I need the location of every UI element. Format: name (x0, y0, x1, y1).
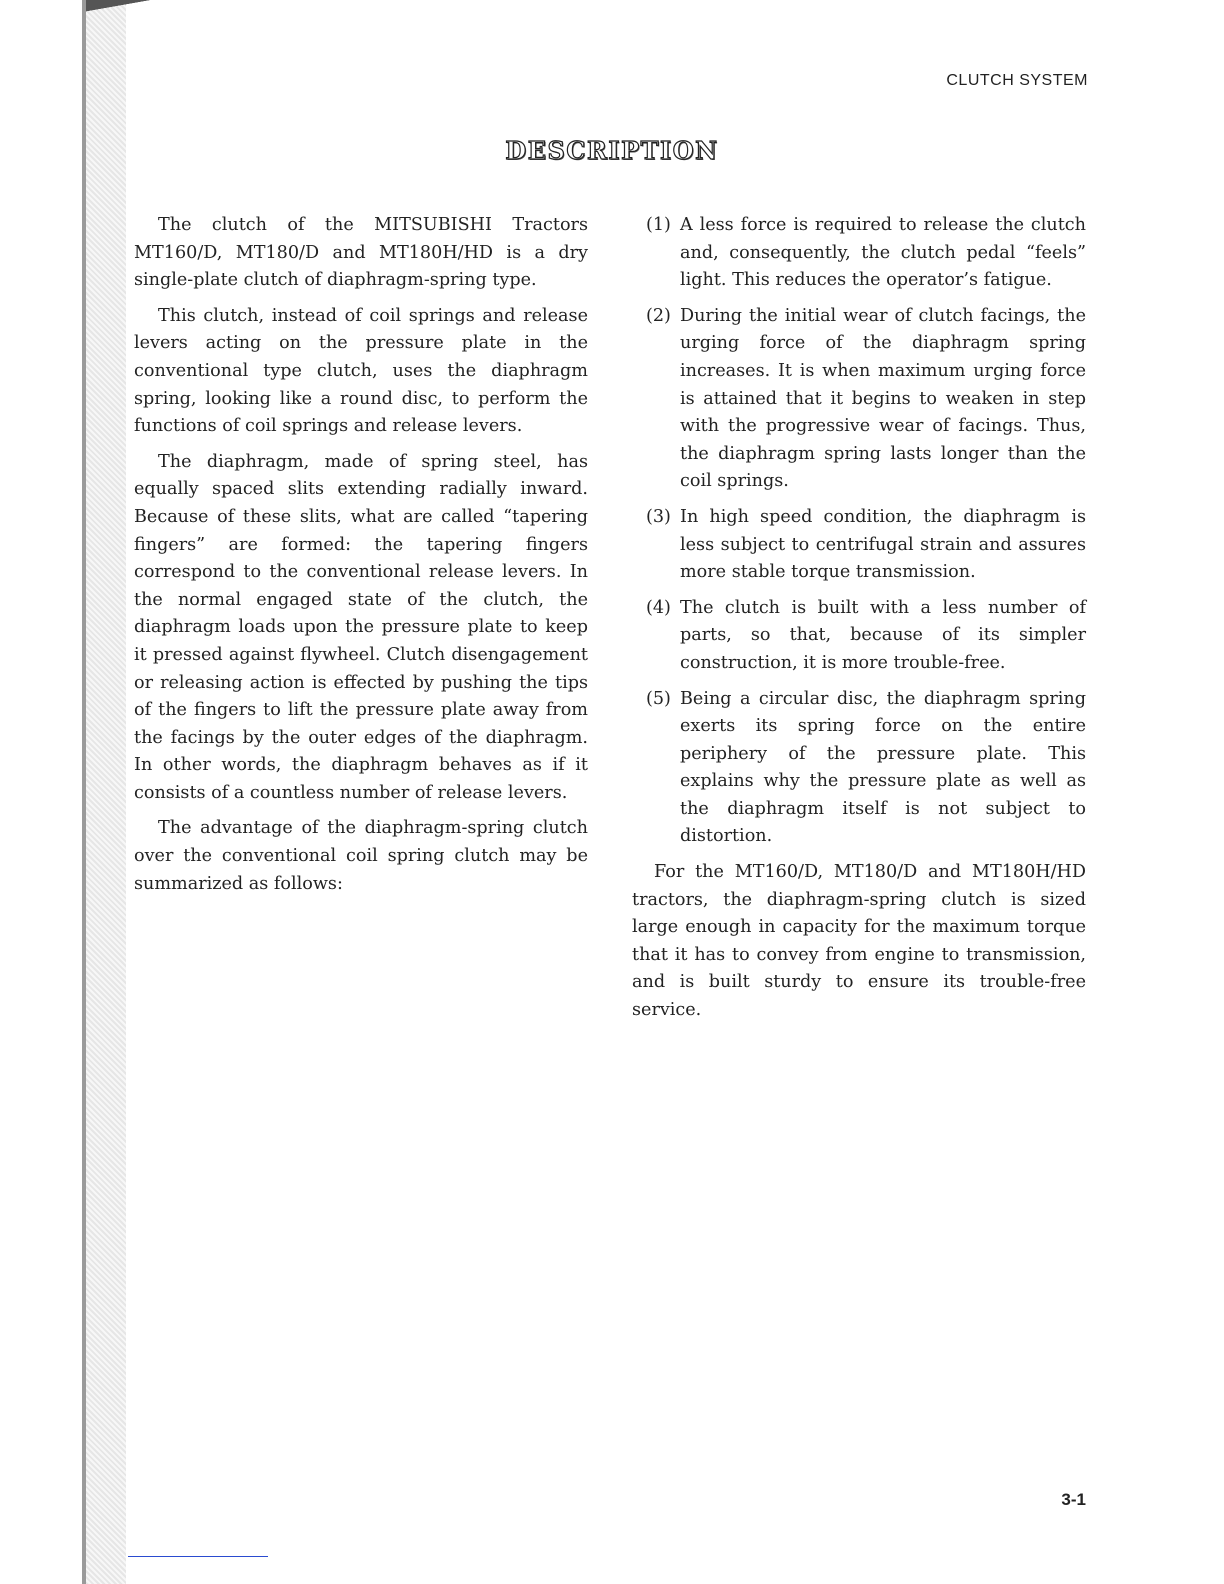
paragraph: The clutch of the MITSUBISHI Tractors MT160/D, MT180/D and MT180H/HD is a dry single-plate clutch of diaphragm-spring type. (134, 215, 588, 291)
list-item-text: Being a circular disc, the diaphragm spring exerts its spring force on the entire periphery of the pressure plate. This explains why the pressure plate as well as the diaphragm itself is not subject to distortion. (680, 688, 1086, 847)
paragraph: The advantage of the diaphragm-spring clutch over the conventional coil spring clutch may be summarized as follows: (134, 818, 588, 894)
running-head: CLUTCH SYSTEM (946, 72, 1088, 89)
list-item (632, 504, 1086, 587)
paragraph: The diaphragm, made of spring steel, has equally spaced slits extending radially inward. Because of these slits, what are called “tapering fingers” are formed: the tapering fingers correspond to the conventional release levers. In the normal engaged state of the clutch, the diaphragm loads upon the pressure plate to keep it pressed against flywheel. Clutch disengagement or releasing action is effected by pushing the tips of the fingers to lift the pressure plate away from the facings by the outer edges of the diaphragm. In other words, the diaphragm behaves as if it consists of a countless number of release levers. (134, 451, 588, 803)
right-column (632, 212, 1086, 1033)
page-title: DESCRIPTION (505, 136, 719, 165)
binding-edge-scan-artifact (82, 0, 126, 1584)
list-item-number: (2) (646, 305, 671, 326)
list-item-text: During the initial wear of clutch facings, the urging force of the diaphragm spring increases. It is when maximum urging force is attained that it begins to weaken in step with the progressive wear of facings. Thus, the diaphragm spring lasts longer than the coil springs. (680, 305, 1086, 492)
list-item (632, 303, 1086, 496)
list-item-number: (4) (646, 597, 671, 618)
list-item-text: The clutch is built with a less number of parts, so that, because of its simpler construction, it is more trouble-free. (680, 597, 1086, 673)
list-item-text: In high speed condition, the diaphragm is less subject to centrifugal strain and assures more stable torque transmission. (680, 506, 1086, 583)
list-item (632, 212, 1086, 295)
page-number: 3-1 (1061, 1490, 1086, 1509)
corner-mark (86, 0, 166, 14)
list-item-number: (1) (646, 215, 671, 235)
bottom-rule (128, 1556, 268, 1557)
list-item (632, 595, 1086, 678)
list-item-text: A less force is required to release the clutch and, consequently, the clutch pedal “feels” light. This reduces the operator’s fatigue. (680, 215, 1086, 291)
closing-paragraph: For the MT160/D, MT180/D and MT180H/HD tractors, the diaphragm-spring clutch is sized large enough in capacity for the maximum torque that it has to convey from engine to transmission, and is built sturdy to ensure its trouble-free service. (632, 862, 1086, 1021)
left-column (134, 212, 588, 906)
list-item-number: (3) (646, 506, 671, 527)
list-item-number: (5) (646, 688, 671, 709)
paragraph: This clutch, instead of coil springs and release levers acting on the pressure plate in the conventional type clutch, uses the diaphragm spring, looking like a round disc, to perform the functions of coil springs and release levers. (134, 305, 588, 437)
list-item (632, 686, 1086, 852)
